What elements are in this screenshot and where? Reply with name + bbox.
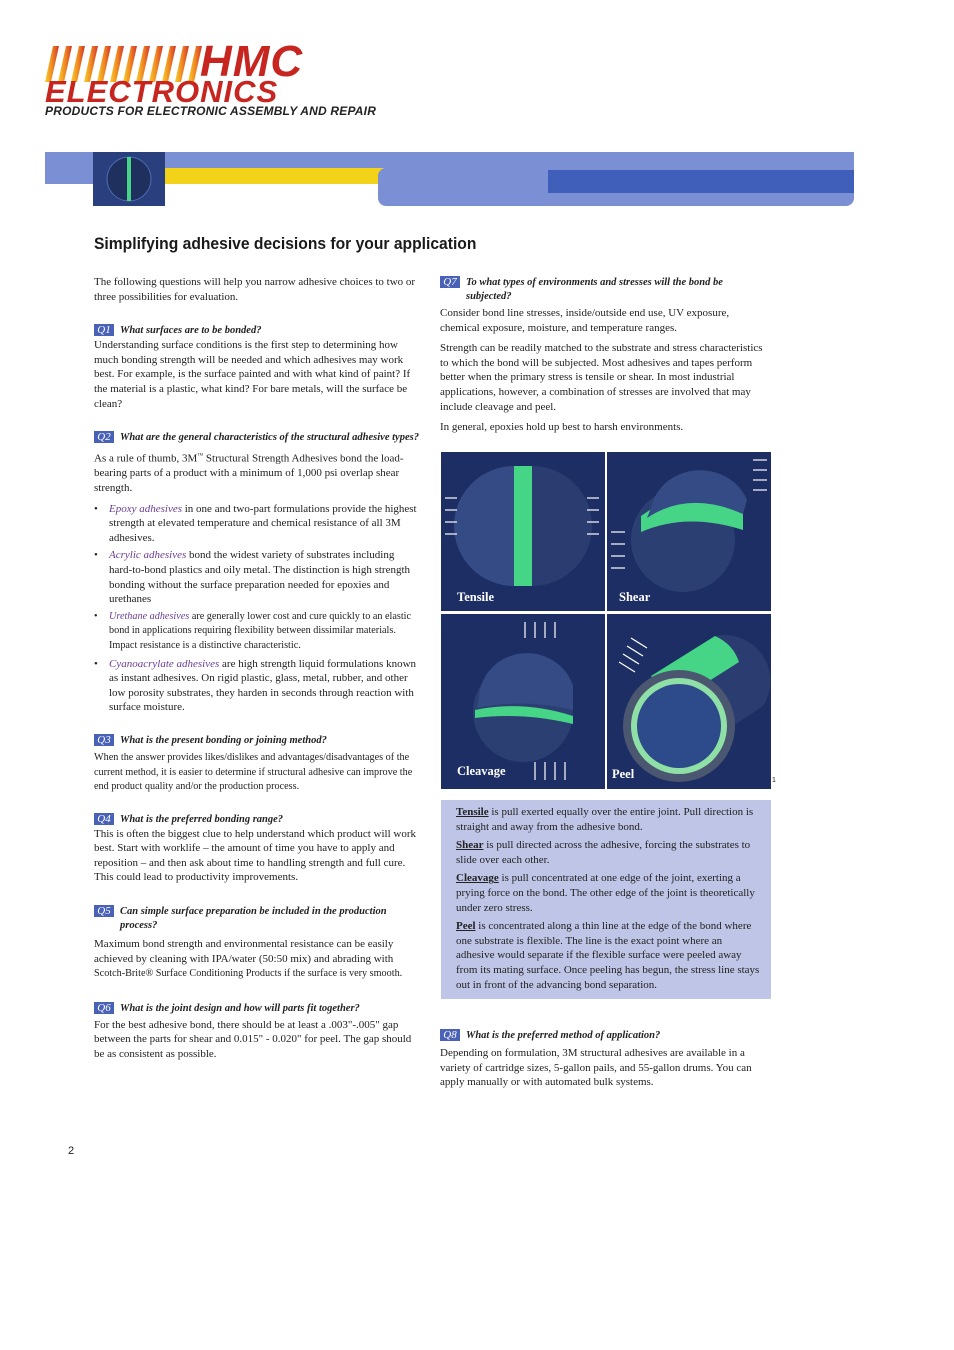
- question-q5: [94, 905, 419, 933]
- left-column: [94, 275, 419, 1068]
- list-item: [94, 548, 419, 606]
- question-q1: [94, 324, 419, 338]
- bullet-text: bond the widest variety of substrates including hard-to-bond plastics and oily metal. The distinction is high strength bonding without the surface preparation needed for epoxies and urethanes: [109, 549, 411, 606]
- cleavage-label: Cleavage: [457, 764, 506, 778]
- q4-question: What is the preferred bonding range?: [120, 813, 284, 825]
- list-item: [94, 610, 419, 654]
- question-q8: [440, 1029, 765, 1043]
- list-item: [94, 502, 419, 546]
- q2-answer-pre: As a rule of thumb, 3M: [94, 452, 198, 465]
- q7-badge: Q7: [440, 276, 460, 288]
- q5-question: Can simple surface preparation be included in the production process?: [120, 906, 387, 932]
- logo-text-hmc: HMC: [200, 37, 304, 86]
- q8-badge: Q8: [440, 1029, 460, 1041]
- question-q7: [440, 276, 765, 304]
- bullet-text: in one and two-part formulations provide the highest strength at elevated temperature and chemical resistance of all 3M adhesives.: [109, 502, 417, 544]
- peel-illustration: [607, 614, 771, 789]
- shear-graphic: [607, 452, 771, 611]
- q4-answer: This is often the biggest clue to help understand which product will work best. Start with worklife – the amount of time you have to apply and reposition – and then ask about time to handling strength and full cure. This could lead to productivity improvements.: [94, 827, 416, 884]
- q6-answer: For the best adhesive bond, there should be at least a .003"-.005" gap between the parts for shear and 0.015" - 0.020" for peel. The gap should be as consistent as possible.: [94, 1018, 412, 1061]
- definition-peel: [456, 919, 761, 992]
- q2-badge: Q2: [94, 431, 114, 443]
- definition-text: is concentrated along a thin line at the edge of the bond where one substrate is flexible. The line is the exact point where an adhesive would separate if the flexible surface were peeled away from its mating surface. Once peeling has begun, the stress line stays out in front of the advancing bond separation.: [456, 920, 760, 991]
- definition-cleavage: [456, 871, 761, 915]
- figure-footnote: 1: [772, 777, 776, 784]
- definition-text: is pull directed across the adhesive, forcing the substrates to slide over each other.: [456, 839, 751, 866]
- definition-text: is pull concentrated at one edge of the joint, exerting a prying force on the bond. The other edge of the joint is theoretically under zero stress.: [456, 872, 755, 914]
- definition-term: Shear: [456, 839, 484, 852]
- definition-term: Peel: [456, 920, 476, 933]
- q5-answer: [94, 937, 419, 982]
- trademark-symbol: ™: [197, 453, 204, 460]
- q5-answer-pre: Maximum bond strength and environmental resistance can be easily achieved by cleaning with IPA/water (50:50 mix) and abrading with: [94, 938, 394, 965]
- q8-question: What is the preferred method of application?: [466, 1030, 661, 1041]
- q1-badge: Q1: [94, 324, 114, 336]
- q5-badge: Q5: [94, 905, 114, 917]
- peel-label: Peel: [612, 767, 635, 781]
- peel-graphic: [607, 614, 771, 789]
- logo-text-electronics: ELECTRONICS: [45, 74, 279, 109]
- intro-text: The following questions will help you narrow adhesive choices to two or three possibilities for evaluation.: [94, 276, 416, 303]
- bullet-term: Epoxy adhesives: [109, 502, 182, 515]
- question-q2: [94, 431, 419, 445]
- q4-badge: Q4: [94, 813, 114, 825]
- q7-paragraph-2: Strength can be readily matched to the substrate and stress characteristics to which the bond will be subjected. Most adhesives and tapes perform better when the primary stress is tensile or shear. In most industrial applications, however, a combination of stresses are involved that may include cleavage and peel.: [440, 342, 763, 413]
- question-q3: [94, 734, 419, 748]
- header-banner: [45, 152, 854, 206]
- shear-illustration: [607, 452, 771, 611]
- q6-question: What is the joint design and how will parts fit together?: [120, 1002, 360, 1014]
- bullet-term: Acrylic adhesives: [109, 549, 187, 562]
- question-q6: [94, 1002, 419, 1016]
- q1-answer: Understanding surface conditions is the first step to determining how much bonding strength will be needed and which adhesives may work best. For example, is the surface painted and with what kind of paint? If the material is a plastic, what kind? For bare metals, will the surface be clean?: [94, 339, 411, 410]
- q7-paragraph-1: Consider bond line stresses, inside/outside end use, UV exposure, chemical exposure, moisture, and temperature ranges.: [440, 307, 730, 334]
- definition-shear: [456, 838, 761, 867]
- q1-question: What surfaces are to be bonded?: [120, 325, 262, 337]
- tensile-graphic: [441, 452, 605, 611]
- shear-label: Shear: [619, 590, 651, 604]
- q3-badge: Q3: [94, 734, 114, 746]
- tensile-label: Tensile: [457, 590, 495, 604]
- q2-question: What are the general characteristics of the structural adhesive types?: [120, 432, 419, 444]
- q3-answer: When the answer provides likes/dislikes and advantages/disadvantages of the current method, it is easier to determine if structural adhesive can improve the end product quality and/or the production process.: [94, 751, 413, 793]
- page-title: Simplifying adhesive decisions for your application: [94, 234, 477, 253]
- q7-paragraph-3: In general, epoxies hold up best to harsh environments.: [440, 421, 684, 434]
- page-number: 2: [68, 1145, 75, 1157]
- bullet-text: are high strength liquid formulations known as instant adhesives. On rigid plastic, glass, metal, rubber, and other low porosity substrates, they harden in seconds through reaction with surface moisture.: [109, 657, 417, 714]
- q7-question: To what types of environments and stresses will the bond be subjected?: [466, 277, 723, 302]
- q3-question: What is the present bonding or joining method?: [120, 734, 327, 746]
- q2-answer: [94, 449, 419, 495]
- bullet-term: Cyanoacrylate adhesives: [109, 657, 220, 670]
- tensile-illustration: [441, 452, 605, 611]
- definition-tensile: [456, 805, 761, 834]
- stress-definitions-box: [441, 800, 771, 999]
- question-q4: [94, 813, 419, 827]
- adhesive-type-list: [94, 502, 419, 715]
- definition-text: is pull exerted equally over the entire joint. Pull direction is straight and away from the adhesive bond.: [456, 806, 754, 833]
- q8-answer: Depending on formulation, 3M structural adhesives are available in a variety of cartridge sizes, 5-gallon pails, and 55-gallon drums. You can apply manually or with automated bulk systems.: [440, 1047, 752, 1089]
- q5-answer-small: Scotch-Brite® Surface Conditioning Products if the surface is very smooth.: [94, 968, 403, 980]
- bullet-term: Urethane adhesives: [109, 610, 190, 622]
- logo-tagline: PRODUCTS FOR ELECTRONIC ASSEMBLY AND REPAIR: [45, 104, 377, 118]
- definition-term: Tensile: [456, 806, 489, 818]
- q8-section: [440, 1029, 765, 1096]
- bullet-text: are generally lower cost and cure quickly to an elastic bond in applications requiring flexibility between dissimilar materials. Impact resistance is a distinctive characteristic.: [109, 610, 412, 651]
- list-item: [94, 657, 419, 715]
- right-column: [440, 276, 765, 441]
- definition-term: Cleavage: [456, 872, 499, 885]
- cleavage-graphic: [441, 614, 605, 789]
- q6-badge: Q6: [94, 1002, 114, 1014]
- q2-answer-post: Structural Strength Adhesives bond the load-bearing parts of a product with a minimum of 1,000 psi overlap shear strength.: [94, 452, 404, 494]
- cleavage-illustration: [441, 614, 605, 789]
